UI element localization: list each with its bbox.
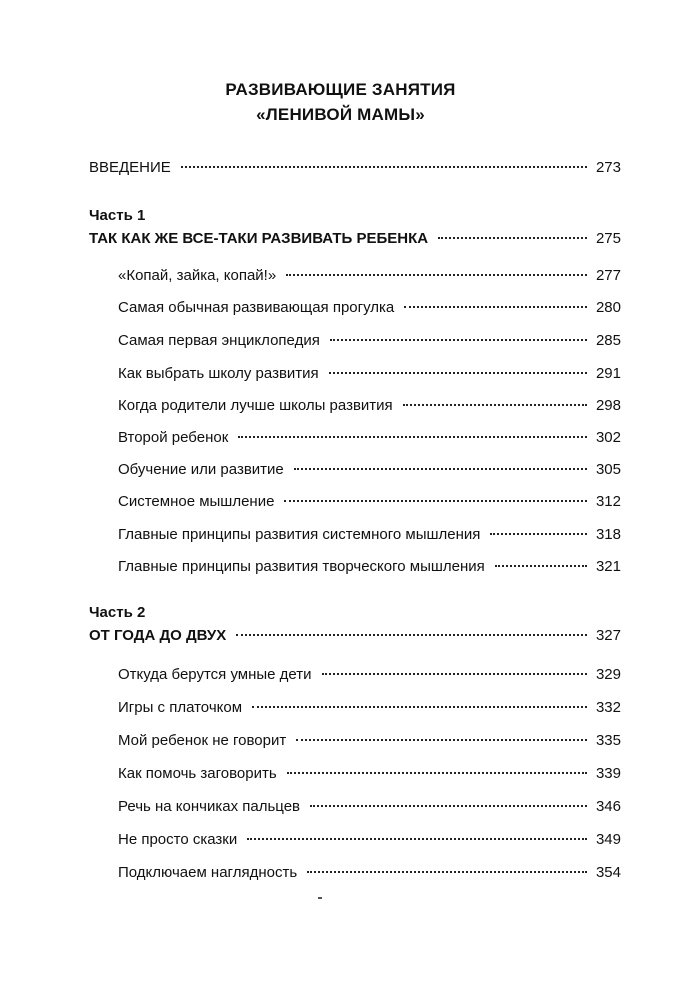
toc-page-number: 327: [595, 627, 621, 644]
toc-page-number: 321: [595, 558, 621, 575]
part-heading: Часть 2: [89, 604, 146, 621]
toc-entry-label: Самая обычная развивающая прогулка: [118, 299, 395, 316]
toc-page-number: 275: [595, 230, 621, 247]
toc-entry[interactable]: [118, 396, 621, 416]
part-heading: Часть 1: [89, 207, 146, 224]
toc-entry[interactable]: [118, 525, 621, 545]
toc-page-number: 349: [595, 831, 621, 848]
toc-entry[interactable]: [118, 492, 621, 512]
toc-entry-label: «Копай, зайка, копай!»: [118, 267, 277, 284]
dot-leader: [438, 237, 587, 239]
toc-entry[interactable]: [118, 665, 621, 685]
toc-chapter-label: ТАК КАК ЖЕ ВСЕ-ТАКИ РАЗВИВАТЬ РЕБЕНКА: [89, 230, 429, 247]
dot-leader: [310, 805, 587, 807]
dot-leader: [287, 772, 587, 774]
toc-entry[interactable]: [118, 863, 621, 883]
toc-page-number: 332: [595, 699, 621, 716]
toc-entry-label: Второй ребенок: [118, 429, 229, 446]
toc-entry[interactable]: [118, 428, 621, 448]
dot-leader: [322, 673, 587, 675]
toc-entry-label: Как помочь заговорить: [118, 765, 277, 782]
toc-entry[interactable]: [118, 460, 621, 480]
dot-leader: [495, 565, 587, 567]
toc-entry[interactable]: [118, 731, 621, 751]
toc-entry[interactable]: [118, 557, 621, 577]
dot-leader: [296, 739, 587, 741]
toc-entry[interactable]: [118, 364, 621, 384]
toc-entry[interactable]: [118, 698, 621, 718]
dot-leader: [236, 634, 587, 636]
toc-page-number: 277: [595, 267, 621, 284]
toc-page-number: 312: [595, 493, 621, 510]
toc-entry-label: Подключаем наглядность: [118, 864, 298, 881]
toc-page-number: 298: [595, 397, 621, 414]
toc-page-number: 285: [595, 332, 621, 349]
toc-entry-label: Обучение или развитие: [118, 461, 284, 478]
dot-leader: [181, 166, 587, 168]
toc-entry-label: Не просто сказки: [118, 831, 238, 848]
toc-chapter[interactable]: [89, 626, 621, 646]
toc-page-number: 346: [595, 798, 621, 815]
toc-entry-label: Как выбрать школу развития: [118, 365, 319, 382]
toc-entry[interactable]: [118, 266, 621, 286]
section-title-line2: «ЛЕНИВОЙ МАМЫ»: [256, 105, 425, 124]
print-speck: [318, 897, 322, 899]
toc-entry-label: Когда родители лучше школы развития: [118, 397, 393, 414]
dot-leader: [238, 436, 587, 438]
toc-page-number: 302: [595, 429, 621, 446]
toc-entry[interactable]: [118, 764, 621, 784]
toc-page-number: 318: [595, 526, 621, 543]
toc-entry-label: Игры с платочком: [118, 699, 243, 716]
toc-entry-label: Самая первая энциклопедия: [118, 332, 320, 349]
toc-entry-label: Системное мышление: [118, 493, 275, 510]
toc-entry[interactable]: [118, 298, 621, 318]
toc-entry-label: Речь на кончиках пальцев: [118, 798, 300, 815]
toc-page-number: 280: [595, 299, 621, 316]
dot-leader: [252, 706, 587, 708]
toc-entry-label: Главные принципы развития творческого мышления: [118, 558, 485, 575]
toc-chapter[interactable]: [89, 229, 621, 249]
toc-entry[interactable]: [118, 331, 621, 351]
toc-entry[interactable]: [118, 797, 621, 817]
dot-leader: [329, 372, 587, 374]
toc-chapter-label: ОТ ГОДА ДО ДВУХ: [89, 627, 227, 644]
dot-leader: [403, 404, 587, 406]
toc-page-number: 329: [595, 666, 621, 683]
toc-entry-label: Главные принципы развития системного мышления: [118, 526, 481, 543]
dot-leader: [284, 500, 587, 502]
dot-leader: [247, 838, 587, 840]
toc-page-number: 291: [595, 365, 621, 382]
toc-entry-label: Откуда берутся умные дети: [118, 666, 312, 683]
dot-leader: [286, 274, 587, 276]
toc-page-number: 354: [595, 864, 621, 881]
dot-leader: [307, 871, 587, 873]
toc-entry[interactable]: [118, 830, 621, 850]
toc-page-number: 273: [595, 159, 621, 176]
dot-leader: [330, 339, 587, 341]
section-title-line1: РАЗВИВАЮЩИЕ ЗАНЯТИЯ: [225, 80, 456, 99]
toc-page-number: 339: [595, 765, 621, 782]
dot-leader: [404, 306, 587, 308]
dot-leader: [490, 533, 587, 535]
toc-page-number: 305: [595, 461, 621, 478]
toc-page-number: 335: [595, 732, 621, 749]
toc-entry-label: Мой ребенок не говорит: [118, 732, 287, 749]
dot-leader: [294, 468, 587, 470]
toc-entry-intro[interactable]: [89, 158, 621, 178]
toc-entry-label: ВВЕДЕНИЕ: [89, 159, 171, 176]
